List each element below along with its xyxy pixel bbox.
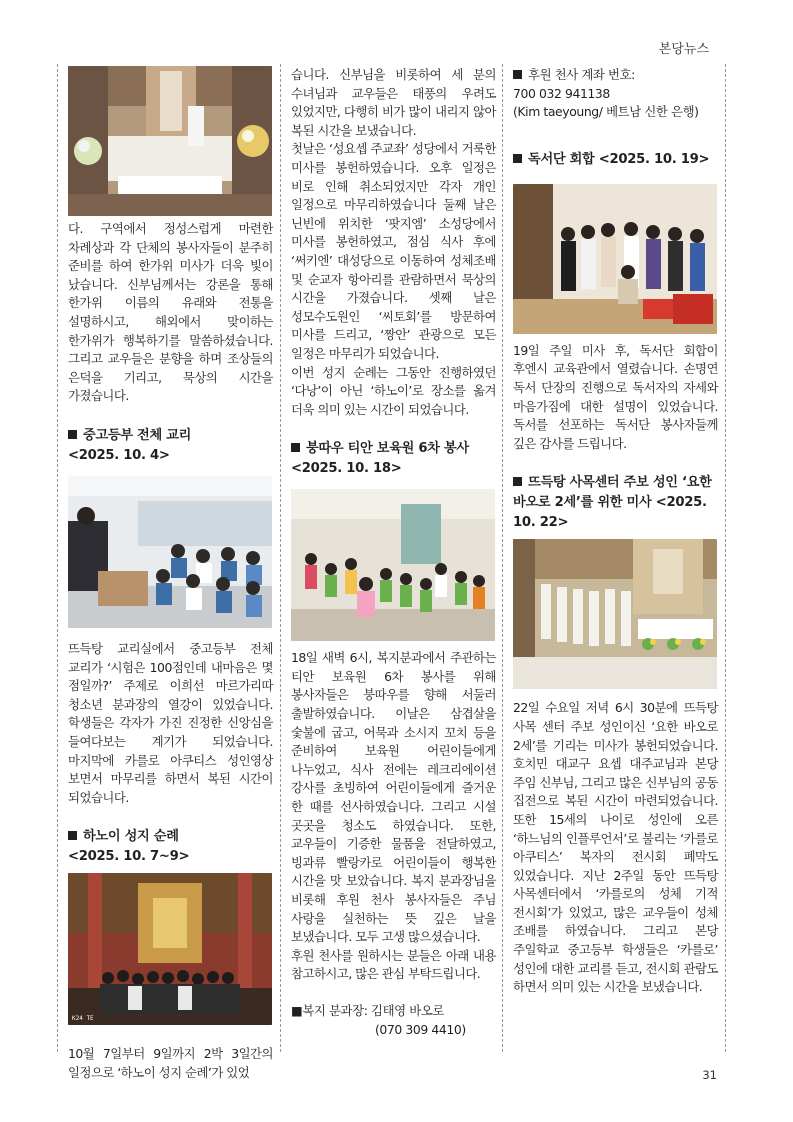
john-paul-mass-text: 22일 수요일 저녁 6시 30분에 뜨득탕 사목 센터 주보 성인이신 ‘요한 바오로 2세’를 기리는 미사가 봉헌되었습니다. 호치민 대교구 요셉 대주교님과 본당 주임 신부님, 그리고 많은 신부님의 공동 집전으로 복된 시간이 마련되었습니다. 또한 15세의 나이로 성인에 오른 ‘하느님의 인플루언서’로 불리는 ‘카를로 아쿠티스’ 복자의 전시회 폐막도 있었습니다. 지난 2주일 동안 뜨득탕 사목센터에서 ‘카를로의 성체 기적 전시회’가 있었고, 많은 교우들이 성체 조배를 하였습니다. 그리고 본당 주일학교 중고등부 학생들은 ‘카를로’ 성인에 대한 교리를 듣고, 전시회 관람도 하면서 의미 있는 시간을 보냈습니다. — [513, 700, 718, 995]
orphanage-volunteer-text: 18일 새벽 6시, 복지분과에서 주관하는 티안 보육원 6차 봉사를 위해 봉사자들은 붕따우를 향해 서둘러 출발하였습니다. 이날은 삼겹살을 숯불에 굽고, 어묵과 소시지 꼬치 등을 준비하여 보육원 어린이들에게 나누었고, 식사 전에는 레크리에이션 강사를 초빙하여 어린이들에게 즐거운 한 때를 선사하였습니다. 그리고 시설 곳곳을 청소도 하였습니다. 또한, 교우들이 기증한 물품을 전달하였고, 빙과류 빨랑카로 어린이들이 행복한 시간을 맛 보았습니다. 복지 분과장님을 비롯해 후원 천사 봉사자들은 주님 사랑을 실천하는 뜻 깊은 날을 보냈습니다. 모두 고생 많으셨습니다. — [291, 650, 496, 945]
account-number: 700 032 941138 — [513, 85, 610, 101]
section-heading: 뜨득탕 사목센터 주보 성인 ‘요한 바오로 2세’를 위한 미사 <2025. 10. 22> — [513, 475, 712, 531]
photo-youth-catechism — [68, 476, 272, 628]
photo-stamp: K24 TE — [72, 1015, 94, 1023]
bullet-square-icon — [513, 477, 522, 486]
photo-orphanage-volunteer — [291, 489, 495, 641]
sponsor-request-text: 후원 천사를 원하시는 분들은 아래 내용 참고하시고, 많은 관심 부탁드립니다. — [291, 947, 496, 982]
section-heading: 독서단 회합 <2025. 10. 19> — [513, 150, 718, 170]
pilgrimage-days-text: 첫날은 ‘성요셉 주교좌’ 성당에서 거룩한 미사를 봉헌하였습니다. 오후 일정은 비로 인해 취소되었지만 각자 개인 일정으로 마무리하였습니다 둘째 날은 닌빈에 위치한 ‘팟지엠’ 소성당에서 미사를 봉헌하였고, 점심 식사 후에 ‘써키엔’ 대성당으로 이동하여 성체조배 및 순교자 항아리를 관람하면서 묵상의 시간을 가졌습니다. 셋째 날은 성모수도원인 ‘씨토회’를 방문하여 미사를 드리고, ‘짱안’ 관광으로 모든 일정은 마무리가 되었습니다. — [291, 141, 496, 361]
bullet-square-icon — [291, 443, 300, 452]
bullet-square-icon — [68, 430, 77, 439]
welfare-contact-phone: (070 309 4410) — [375, 1021, 466, 1037]
section-header: 본당뉴스 — [658, 42, 709, 57]
section-heading: 붕따우 티안 보육원 6차 봉사 — [291, 439, 496, 459]
pilgrimage-summary-text: 이번 성지 순례는 그동안 진행하였던 ‘다낭’이 아닌 ‘하노이’로 장소를 옮겨 더욱 의미 있는 시간이 되었습니다. — [291, 364, 496, 417]
youth-catechism-text: 뜨득탕 교리실에서 중고등부 전체 교리가 ‘시험은 100점인데 내마음은 몇 점일까?’ 주제로 이희선 마르가리따 청소년 분과장의 열강이 있었습니다. 학생들은 각자가 가진 진정한 신앙심을 들여다보는 계기가 되었습니다. 마지막에 카를로 아쿠티스 성인영상 보면서 마무리를 하면서 복된 시간이 되었습니다. — [68, 640, 273, 805]
column-1 — [68, 66, 273, 1082]
page-number: 31 — [702, 1068, 717, 1082]
bullet-square-icon — [513, 154, 522, 163]
bullet-square-icon — [513, 70, 522, 79]
welfare-contact-label: ■복지 분과장: 김태영 바오로 — [291, 1002, 444, 1018]
account-holder: (Kim taeyoung/ 베트남 신한 은행) — [513, 104, 699, 120]
section-heading: 중고등부 전체 교리 — [68, 426, 273, 446]
photo-lector-meeting — [513, 184, 717, 334]
section-date: <2025. 10. 4> — [68, 447, 170, 463]
photo-john-paul-mass — [513, 539, 717, 689]
section-date: <2025. 10. 7~9> — [68, 849, 190, 865]
column-2 — [291, 66, 496, 1039]
section-date: <2025. 10. 18> — [291, 461, 402, 477]
column-divider — [57, 64, 58, 1052]
hanoi-pilgrimage-text: 10월 7일부터 9일까지 2박 3일간의 일정으로 ‘하노이 성지 순례’가 있었 — [68, 1046, 273, 1080]
column-divider — [280, 64, 281, 1052]
chuseok-text: 다. 구역에서 정성스럽게 마련한 차례상과 각 단체의 봉사자들이 분주히 준비를 하여 한가위 미사가 더욱 빛이 났습니다. 신부님께서는 강론을 통해 한가위 이름의 유래와 전통을 설명하시고, 해외에서 맞이하는 한가위가 행복하기를 말씀하셨습니다. 그리고 교우들은 분향을 하며 조상들의 은덕을 기리고, 묵상의 시간을 가졌습니다. — [68, 221, 273, 404]
pilgrimage-continued-text: 습니다. 신부님을 비롯하여 세 분의 수녀님과 교우들은 태풍의 우려도 있었지만, 다행히 비가 많이 내리지 않아 복된 시간을 보냈습니다. — [291, 67, 496, 138]
photo-chuseok-altar — [68, 66, 272, 216]
section-heading: 하노이 성지 순례 — [68, 827, 273, 847]
lector-meeting-text: 19일 주일 미사 후, 독서단 회합이 후엔시 교육관에서 열렸습니다. 손명연 독서 단장의 진행으로 독서자의 자세와 마음가짐에 대한 설명이 있었습니다. 독서를 선포하는 독서단 봉사자들께 깊은 감사를 드립니다. — [513, 342, 718, 451]
column-divider — [502, 64, 503, 1052]
bullet-square-icon — [68, 831, 77, 840]
account-label: 후원 천사 계좌 번호: — [513, 66, 718, 85]
column-divider — [725, 64, 726, 1052]
column-3 — [513, 66, 718, 997]
photo-hanoi-pilgrimage — [68, 873, 272, 1025]
